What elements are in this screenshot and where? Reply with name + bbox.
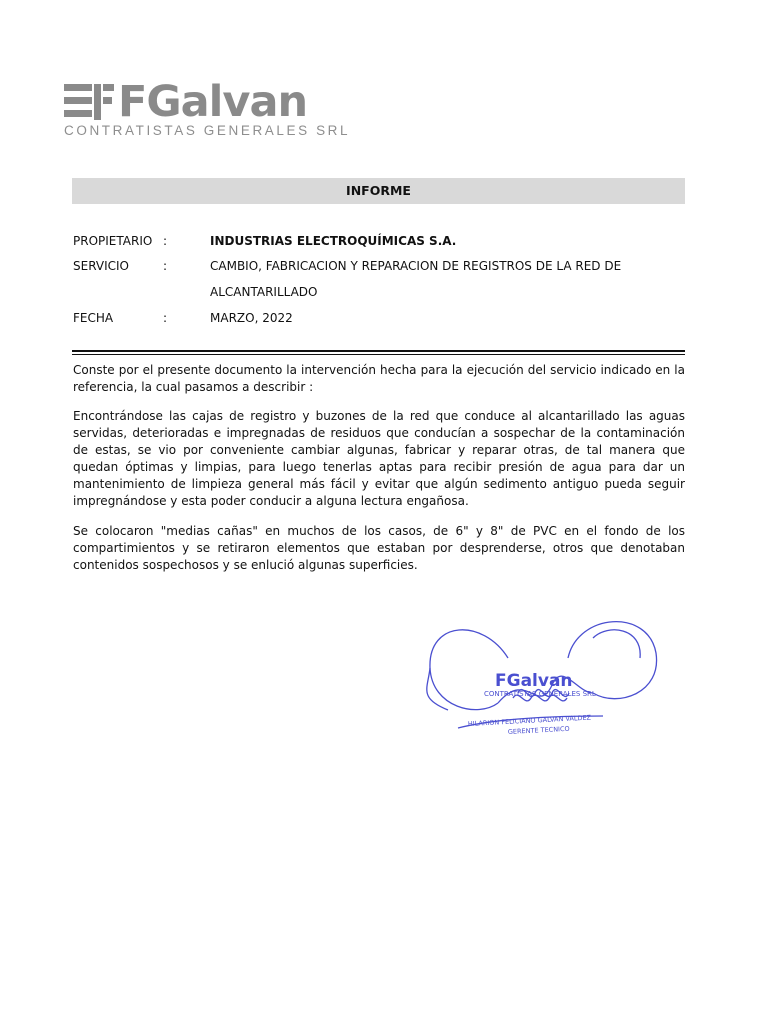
logo-mark-icon: [64, 82, 114, 122]
field-colon: :: [163, 311, 168, 325]
field-colon: :: [163, 259, 168, 273]
paragraph-intro: Conste por el presente documento la intervención hecha para la ejecución del servicio indicado en la referencia, la cual pasamos a describir :: [73, 363, 685, 394]
logo-name: FGalvan: [118, 77, 308, 127]
signature-stamp: [388, 598, 680, 764]
stamp-role: GERENTE TECNICO: [507, 724, 570, 736]
document-title: INFORME: [72, 178, 685, 204]
field-value: MARZO, 2022: [210, 311, 293, 325]
stamp-company: CONTRATISTAS GENERALES SRL: [484, 690, 596, 698]
field-label: FECHA: [73, 311, 114, 325]
field-label: PROPIETARIO: [73, 234, 153, 248]
paragraph-description: Encontrándose las cajas de registro y buzones de la red que conduce al alcantarillado las aguas servidas, deterioradas e impregnadas de residuos que conducían a sospechar de la contaminación de estas, se vio por conveniente cambiar algunas, fabricar y reparar otras, de tal manera que quedan óptimas y limpias, para luego tenerlas aptas para recibir presión de agua para dar un mantenimiento de limpieza general más fácil y evitar que algún sedimento antiguo pueda seguir impregnándose y esta poder conducir a alguna lectura engañosa.: [73, 409, 685, 508]
field-label: SERVICIO: [73, 259, 129, 273]
stamp-brand: FGalvan: [495, 671, 573, 691]
logo-tagline: CONTRATISTAS GENERALES SRL: [64, 123, 351, 138]
field-colon: :: [163, 234, 168, 248]
company-logo: [62, 70, 351, 146]
divider-thin: [72, 354, 685, 355]
field-value: INDUSTRIAS ELECTROQUÍMICAS S.A.: [210, 234, 457, 248]
field-value: CAMBIO, FABRICACION Y REPARACION DE REGISTROS DE LA RED DE: [210, 259, 622, 273]
field-value: ALCANTARILLADO: [210, 285, 318, 299]
paragraph-works: Se colocaron "medias cañas" en muchos de los casos, de 6" y 8" de PVC en el fondo de los compartimientos y se retiraron elementos que estaban por desprenderse, otros que denotaban contenidos sospechosos y se enlució algunas superficies.: [73, 524, 685, 572]
divider-thick: [72, 350, 685, 352]
stamp-person: HILARION FELICIANO GALVAN VALDEZ: [467, 713, 592, 728]
